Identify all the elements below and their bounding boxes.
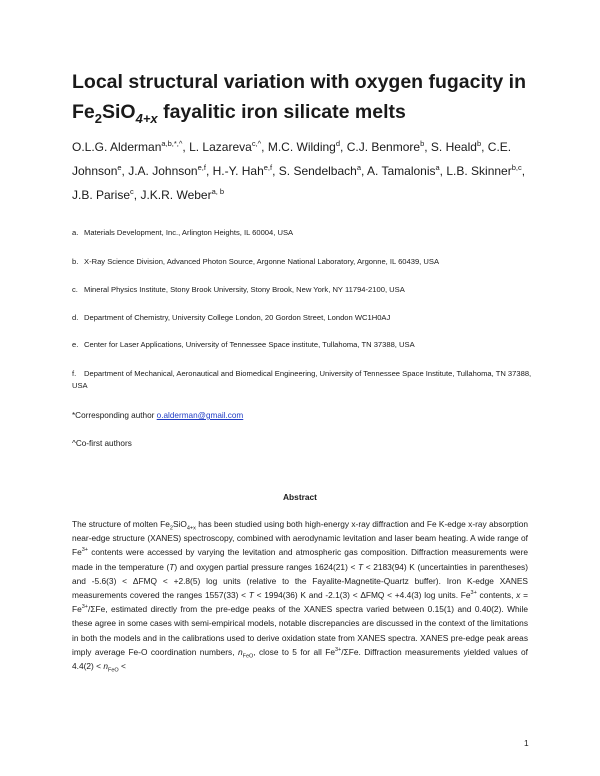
affiliation-item bbox=[72, 256, 542, 268]
author-affiliation-marks: d bbox=[335, 139, 341, 148]
abstract-heading: Abstract bbox=[283, 492, 317, 502]
author-item: S. Heald$^b$, bbox=[430, 139, 488, 154]
author-affiliation-marks: b bbox=[420, 139, 425, 148]
abstract-body: The structure of molten $Fe_2SiO_{4+x}$ has been studied using both high-energy x-ray diffraction and Fe K-edge x-ray absorption near-edge structure (XANES) spectroscopy, combined with aerodynamic levitation and laser beam heating. A wide range of $Fe^{3+}$ contents were accessed by varying the levitation and atmospheric gas composition. Diffraction measurements were made in the temperature (T) and oxygen partial pressure ranges 1624(21) < T < 2183(94) K (uncertainties in parentheses) and -5.6(3) < ΔFMQ < +2.8(5) log units (relative to the Fayalite-Magnetite-Quartz buffer). Iron K-edge XANES measurements covered the ranges 1557(33) < T < 1994(36) K and -2.1(3) < ΔFMQ < +4.4(3) log units. $Fe^{3+}$ contents, $x = Fe^{3+}$/ΣFe, estimated directly from the pre-edge peaks of the XANES spectra varied between 0.15(1) and 0.40(2). While these agree in some cases with semi-empirical models, notable discrepancies are discussed in the context of the limitations in both the models and in the calibrations used to derive oxidation state from XANES spectra. XANES pre-edge peak areas imply average Fe-O coordination numbers, $n_{FeO}$, close to 5 for all $Fe^{3+}$/ΣFe. Diffraction measurements yielded values of $4.4(2) < n_{FeO}$ < bbox=[72, 519, 528, 674]
affiliation-text: Center for Laser Applications, University of Tennessee Space institute, Tullahoma, TN 37388, USA bbox=[84, 340, 415, 349]
affiliation-item bbox=[72, 368, 542, 392]
author-name: H.-Y. Hah bbox=[212, 164, 264, 178]
author-name: S. Heald bbox=[430, 140, 477, 154]
author-item: H.-Y. Hah$^{e,f}$, bbox=[212, 163, 279, 178]
author-name: C.J. Benmore bbox=[346, 140, 421, 154]
author-affiliation-marks: e bbox=[117, 163, 122, 172]
author-affiliation-marks: e,f bbox=[197, 163, 206, 172]
author-item: C.E. Johnson$^e$, bbox=[72, 140, 512, 178]
author-name: J.A. Johnson bbox=[128, 164, 198, 178]
affiliation-item bbox=[72, 227, 542, 239]
author-item: C.J. Benmore$^b$, bbox=[346, 139, 431, 154]
corresponding-email-link[interactable]: o.alderman@gmail.com bbox=[156, 411, 244, 420]
affiliation-item bbox=[72, 312, 542, 324]
author-item: M.C. Wilding$^d$, bbox=[267, 139, 347, 154]
author-item: J.A. Johnson$^{e,f}$, bbox=[128, 163, 213, 178]
author-item: L. Lazareva$^{c,\^{}}$, bbox=[189, 139, 268, 154]
affiliation-label: a. bbox=[72, 228, 79, 237]
author-name: L.B. Skinner bbox=[446, 164, 512, 178]
paper-title bbox=[72, 67, 542, 127]
affiliation-label: e. bbox=[72, 340, 79, 349]
author-affiliation-marks: b,c bbox=[511, 163, 522, 172]
author-affiliation-marks: a,b,*,^ bbox=[161, 139, 183, 148]
author-affiliation-marks: c,^ bbox=[251, 139, 262, 148]
author-affiliation-marks: c bbox=[130, 187, 134, 196]
affiliation-text: X-Ray Science Division, Advanced Photon Source, Argonne National Laboratory, Argonne, IL 60439, USA bbox=[84, 257, 440, 266]
author-affiliation-marks: e,f bbox=[263, 163, 273, 172]
title-line-2: fayalitic iron silicate melts bbox=[157, 101, 406, 123]
author-item: A. Tamalonis$^a$, bbox=[367, 163, 447, 178]
author-item: S. Sendelbach$^a$, bbox=[278, 163, 368, 178]
author-name: S. Sendelbach bbox=[278, 164, 357, 178]
author-affiliation-marks: a, b bbox=[211, 187, 225, 196]
affiliation-label: c. bbox=[72, 285, 78, 294]
affiliation-item bbox=[72, 339, 542, 351]
affiliation-label: b. bbox=[72, 257, 79, 266]
affiliation-label: f. bbox=[72, 369, 77, 378]
corresponding-author: *Corresponding author o.alderman@gmail.com bbox=[72, 411, 244, 420]
author-affiliation-marks: a bbox=[356, 163, 361, 172]
affiliation-text: Department of Mechanical, Aeronautical and Biomedical Engineering, University of Tennessee Space Institute, Tullahoma, TN 37388, USA bbox=[72, 369, 532, 390]
author-name: J.K.R. Weber bbox=[140, 188, 212, 202]
author-name: M.C. Wilding bbox=[267, 140, 336, 154]
author-list bbox=[72, 135, 542, 207]
author-name: C.E. Johnson bbox=[72, 140, 512, 178]
author-name: O.L.G. Alderman bbox=[72, 140, 162, 154]
title-line-1: Local structural variation with oxygen fugacity in bbox=[72, 71, 527, 93]
affiliation-label: d. bbox=[72, 313, 79, 322]
author-name: L. Lazareva bbox=[189, 140, 252, 154]
title-formula: $Fe_2SiO_{4+x}$ bbox=[72, 101, 158, 126]
affiliation-item bbox=[72, 284, 542, 296]
author-name: J.B. Parise bbox=[72, 188, 131, 202]
author-item bbox=[140, 188, 224, 202]
author-item: J.B. Parise$^c$, bbox=[72, 187, 141, 202]
page-number: 1 bbox=[524, 738, 529, 748]
co-first-authors-note: ^Co-first authors bbox=[72, 439, 132, 448]
author-affiliation-marks: b bbox=[476, 139, 482, 148]
author-affiliation-marks: a bbox=[435, 163, 440, 172]
affiliation-text: Mineral Physics Institute, Stony Brook University, Stony Brook, New York, NY 11794-2100, USA bbox=[84, 285, 405, 294]
author-name: A. Tamalonis bbox=[367, 164, 436, 178]
affiliation-text: Materials Development, Inc., Arlington Heights, IL 60004, USA bbox=[84, 228, 294, 237]
affiliation-text: Department of Chemistry, University College London, 20 Gordon Street, London WC1H0AJ bbox=[84, 313, 391, 322]
author-item: O.L.G. Alderman$^{a,b,*,\^{}}$, bbox=[72, 139, 190, 154]
author-item: L.B. Skinner$^{b,c}$, bbox=[446, 163, 526, 178]
